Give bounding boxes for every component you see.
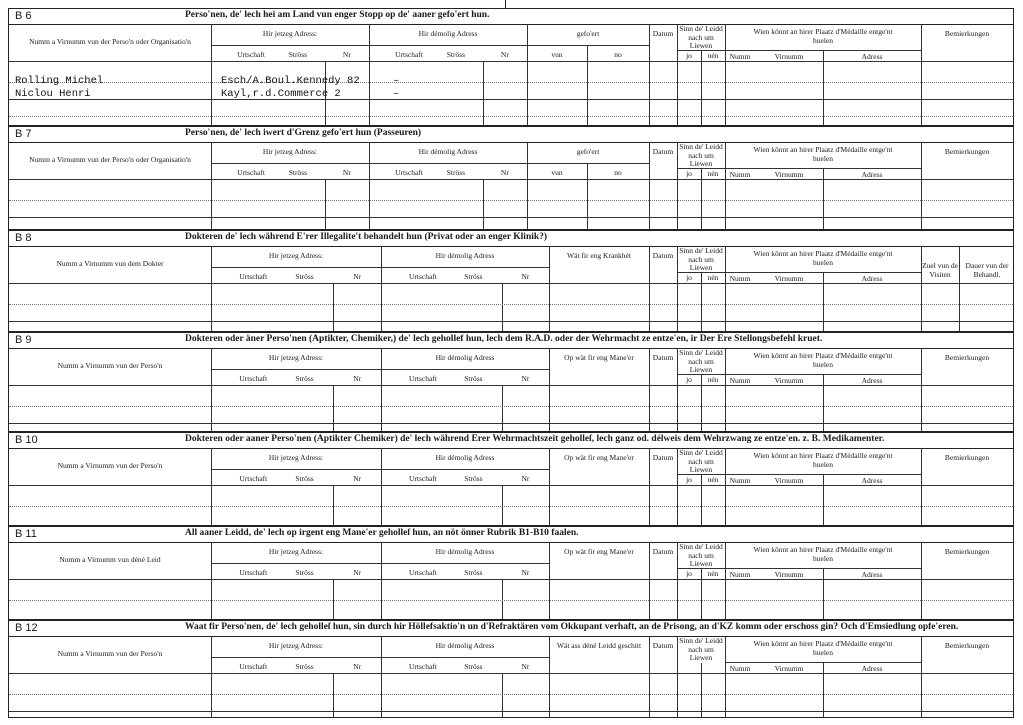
section-b12 — [8, 620, 1014, 718]
dotted-row-rule — [9, 406, 1013, 407]
column-header-remarks: Bemierkungen — [944, 453, 990, 462]
section-code: B 10 — [15, 434, 38, 446]
subheader-from: vun — [551, 50, 563, 59]
column-header-previous-address: Hir démolig Adress — [435, 251, 495, 260]
header-bottom-rule — [9, 673, 1013, 674]
column-header-date: Datum — [652, 29, 674, 38]
column-rule — [527, 24, 528, 125]
column-header-previous-address: Hir démolig Adress — [435, 453, 495, 462]
subheader-street: Ströss — [446, 50, 466, 59]
subheader-no: nén — [707, 51, 719, 60]
row-rule — [9, 711, 1013, 712]
subheader-yes: jo — [686, 273, 692, 282]
column-rule — [677, 24, 678, 125]
subheader-to: no — [614, 50, 622, 59]
column-rule — [333, 283, 334, 331]
section-title: Dokteren de' lech während E'rer Illegalite't behandelt hun (Privat oder an enger Klinik?) — [185, 232, 548, 242]
column-rule — [502, 579, 503, 619]
column-header-medal-recipient: Wien könnt an hirer Plaatz d'Médaille entge'nt huelen — [753, 27, 893, 45]
column-rule — [677, 448, 678, 525]
subheader-medal-name: Numm — [729, 664, 751, 673]
column-rule — [921, 246, 922, 331]
section-b10 — [8, 432, 1014, 526]
column-rule — [211, 24, 212, 125]
dotted-row-rule — [9, 82, 1013, 83]
row-rule — [211, 163, 527, 164]
subheader-medal-firstname: Virnumm — [774, 570, 804, 579]
column-header-name: Numm a Virnumm vun der Perso'n — [57, 461, 163, 470]
section-header — [9, 527, 1013, 543]
subheader-nr: Nr — [353, 374, 362, 383]
subheader-nr: Nr — [521, 662, 530, 671]
column-header-visits: Zuel vun de Visiten — [922, 261, 958, 279]
column-header-current-address: Hir jetzeg Adress: — [262, 29, 318, 38]
dotted-row-rule — [9, 116, 1013, 117]
column-header-name: Numm a Virnumm vun der Perso'n oder Organisatio'n — [29, 155, 191, 164]
section-title: Perso'nen, de' lech hei am Land vun enger Stopp op de' aaner gefo'ert hun. — [185, 10, 490, 20]
column-header-alive: Sinn de' Leidd nach um Liewen — [679, 24, 723, 50]
column-rule — [549, 348, 550, 431]
column-header-name: Numm a Virnumm vun der Perso'n — [57, 649, 163, 658]
subheader-town: Urtschaft — [239, 374, 268, 383]
subheader-yes: jo — [686, 169, 692, 178]
column-header-medal-recipient: Wien könnt an hirer Plaatz d'Médaille entge'nt huelen — [753, 249, 893, 267]
column-header-remarks: Bemierkungen — [944, 353, 990, 362]
subheader-no: nén — [707, 273, 719, 282]
subheader-medal-address: Adress — [861, 376, 883, 385]
column-rule — [333, 385, 334, 431]
column-rule — [725, 246, 726, 331]
column-header-manner: Wät ass déné Leidd geschitt — [556, 641, 642, 650]
subheader-town: Urtschaft — [237, 168, 265, 177]
section-code: B 9 — [15, 334, 32, 346]
subheader-nr: Nr — [342, 168, 351, 177]
column-rule — [549, 542, 550, 619]
subheader-yes: jo — [686, 51, 692, 60]
dotted-row-rule — [9, 200, 1013, 201]
entry-name: Rolling Michel — [15, 75, 104, 87]
column-rule — [725, 636, 726, 717]
column-rule — [483, 179, 484, 229]
subheader-medal-address: Adress — [861, 664, 883, 673]
column-header-medal-recipient: Wien könnt an hirer Plaatz d'Médaille entge'nt huelen — [753, 451, 893, 469]
subheader-medal-address: Adress — [861, 570, 883, 579]
subheader-yes: jo — [686, 569, 692, 578]
subheader-medal-address: Adress — [861, 476, 883, 485]
row-rule — [9, 423, 1013, 424]
column-header-date: Datum — [652, 641, 674, 650]
subheader-nr: Nr — [342, 50, 351, 59]
section-b8 — [8, 230, 1014, 332]
row-rule — [9, 217, 1013, 218]
section-header — [9, 231, 1013, 247]
header-bottom-rule — [9, 61, 1013, 62]
subheader-street: Ströss — [464, 568, 483, 577]
column-header-current-address: Hir jetzeg Adress: — [268, 453, 324, 462]
column-header-duration: Dauer vun der Behandl. — [965, 261, 1009, 279]
column-header-date: Datum — [652, 251, 674, 260]
column-header-previous-address: Hir démolig Adress — [435, 641, 495, 650]
subheader-no: nén — [707, 169, 719, 178]
section-code: B 6 — [15, 10, 32, 22]
row-rule — [9, 99, 1013, 100]
row-rule — [211, 369, 549, 370]
subheader-medal-name: Numm — [729, 170, 751, 179]
column-rule — [502, 385, 503, 431]
subheader-nr: Nr — [353, 474, 362, 483]
column-header-current-address: Hir jetzeg Adress: — [262, 147, 318, 156]
column-header-current-address: Hir jetzeg Adress: — [268, 547, 324, 556]
subheader-town: Urtschaft — [408, 474, 437, 483]
subheader-street: Ströss — [464, 272, 483, 281]
column-header-current-address: Hir jetzeg Adress: — [268, 251, 324, 260]
column-header-previous-address: Hir démolig Adress — [418, 29, 478, 38]
column-rule — [823, 50, 824, 125]
row-rule — [211, 563, 549, 564]
section-header — [9, 333, 1013, 349]
subheader-medal-address: Adress — [861, 52, 883, 61]
column-header-previous-address: Hir démolig Adress — [435, 353, 495, 362]
subheader-medal-address: Adress — [861, 170, 883, 179]
column-header-name: Numm a Virnumm vun dem Dokter — [56, 259, 164, 268]
column-header-medal-recipient: Wien könnt an hirer Plaatz d'Médaille entge'nt huelen — [753, 545, 893, 563]
column-header-alive: Sinn de' Leidd nach um Liewen — [679, 246, 723, 272]
subheader-street: Ströss — [295, 568, 314, 577]
subheader-medal-name: Numm — [729, 274, 751, 283]
column-rule — [701, 169, 702, 229]
subheader-street: Ströss — [464, 662, 483, 671]
subheader-nr: Nr — [521, 272, 530, 281]
subheader-town: Urtschaft — [237, 50, 265, 59]
subheader-street: Ströss — [295, 662, 314, 671]
row-rule — [211, 267, 549, 268]
section-code: B 8 — [15, 232, 32, 244]
entry-previous-address: – — [393, 88, 400, 100]
column-header-transported: gefo'ert — [576, 29, 600, 38]
subheader-street: Ströss — [295, 374, 314, 383]
row-rule — [211, 469, 549, 470]
form-sheet — [8, 8, 1014, 718]
section-title: Dokteren oder äner Perso'nen (Aptikter, Chemiker,) de' lech gehollef hun, lech dem R.A.D. oder der Wehrmacht ze entze'en, ir Der Ere Stellongsbefehl kruet. — [185, 334, 823, 344]
column-header-current-address: Hir jetzeg Adress: — [268, 641, 324, 650]
subheader-medal-name: Numm — [729, 476, 751, 485]
subheader-medal-firstname: Virnumm — [774, 170, 804, 179]
column-rule — [677, 636, 678, 717]
subheader-medal-name: Numm — [729, 570, 751, 579]
section-code: B 7 — [15, 128, 32, 140]
column-rule — [701, 51, 702, 125]
subheader-to: no — [614, 168, 622, 177]
section-b11 — [8, 526, 1014, 620]
entry-current-address: Esch/A.Boul.Kennedy 82 — [221, 75, 360, 87]
column-rule — [725, 142, 726, 229]
subheader-town: Urtschaft — [408, 568, 437, 577]
column-rule — [677, 142, 678, 229]
column-header-remarks: Bemierkungen — [944, 547, 990, 556]
subheader-street: Ströss — [288, 168, 308, 177]
column-header-previous-address: Hir démolig Adress — [435, 547, 495, 556]
header-bottom-rule — [9, 283, 1013, 284]
column-header-manner: Wät fir eng Krankhét — [567, 251, 631, 260]
section-header — [9, 127, 1013, 143]
column-header-manner: Op wät fir eng Mane'er — [564, 453, 634, 462]
subheader-street: Ströss — [288, 50, 308, 59]
subheader-medal-name: Numm — [729, 376, 751, 385]
section-header — [9, 621, 1013, 637]
column-header-alive: Sinn de' Leidd nach um Liewen — [679, 636, 723, 662]
subheader-medal-firstname: Virnumm — [774, 274, 804, 283]
row-rule — [211, 45, 527, 46]
column-header-manner: Op wät fir eng Mane'er — [564, 547, 634, 556]
column-header-current-address: Hir jetzeg Adress: — [268, 353, 324, 362]
section-title: Perso'nen, de' lech iwert d'Grenz gefo'ert hun (Passeuren) — [185, 128, 422, 138]
entry-previous-address: – — [393, 75, 400, 87]
column-rule — [959, 246, 960, 331]
subheader-nr: Nr — [521, 568, 530, 577]
column-header-alive: Sinn de' Leidd nach um Liewen — [679, 448, 723, 474]
column-rule — [549, 448, 550, 525]
entry-current-address: Kayl,r.d.Commerce 2 — [221, 88, 341, 100]
subheader-medal-firstname: Virnumm — [774, 376, 804, 385]
entry-name: Niclou Henri — [15, 88, 91, 100]
subheader-town: Urtschaft — [408, 662, 437, 671]
subheader-yes: jo — [686, 375, 692, 384]
header-bottom-rule — [9, 179, 1013, 180]
subheader-nr: Nr — [500, 50, 509, 59]
subheader-nr: Nr — [500, 168, 509, 177]
subheader-medal-firstname: Virnumm — [774, 664, 804, 673]
section-title: Dokteren oder aaner Perso'nen (Aptikter Chemiker) de' lech während Erer Wehrmachtszeit geholleſ, lech ganz od. délweis dem Wehrzwang ze entze'en. z. B. Medikamenter. — [185, 434, 885, 444]
subheader-street: Ströss — [295, 272, 314, 281]
column-rule — [333, 579, 334, 619]
section-header — [9, 433, 1013, 449]
column-rule — [549, 636, 550, 717]
subheader-town: Urtschaft — [395, 50, 423, 59]
subheader-yes: jo — [686, 475, 692, 484]
subheader-nr: Nr — [353, 272, 362, 281]
column-header-manner: Op wät fir eng Mane'er — [564, 353, 634, 362]
header-bottom-rule — [9, 485, 1013, 486]
section-header — [9, 9, 1013, 25]
column-header-name: Numm a Virnumm vun déné Leid — [59, 555, 161, 564]
dotted-row-rule — [9, 304, 1013, 305]
column-header-alive: Sinn de' Leidd nach um Liewen — [679, 348, 723, 374]
dotted-row-rule — [9, 506, 1013, 507]
column-header-remarks: Bemierkungen — [944, 29, 990, 38]
column-rule — [649, 24, 650, 125]
column-header-transported: gefo'ert — [576, 147, 600, 156]
subheader-medal-firstname: Virnumm — [774, 476, 804, 485]
subheader-street: Ströss — [295, 474, 314, 483]
row-rule — [527, 45, 649, 46]
section-code: B 11 — [15, 528, 37, 540]
column-header-alive: Sinn de' Leidd nach um Liewen — [679, 542, 723, 568]
subheader-no: nén — [707, 569, 719, 578]
dotted-row-rule — [9, 694, 1013, 695]
column-rule — [369, 24, 370, 125]
section-b9 — [8, 332, 1014, 432]
column-rule — [677, 542, 678, 619]
subheader-town: Urtschaft — [239, 272, 268, 281]
column-header-medal-recipient: Wien könnt an hirer Plaatz d'Médaille entge'nt huelen — [753, 145, 893, 163]
column-header-date: Datum — [652, 453, 674, 462]
subheader-street: Ströss — [446, 168, 466, 177]
subheader-town: Urtschaft — [395, 168, 423, 177]
column-header-date: Datum — [652, 547, 674, 556]
subheader-no: nén — [707, 475, 719, 484]
column-rule — [701, 663, 702, 717]
subheader-town: Urtschaft — [239, 568, 268, 577]
column-header-alive: Sinn de' Leidd nach um Liewen — [679, 142, 723, 168]
column-rule — [677, 246, 678, 331]
subheader-medal-firstname: Virnumm — [774, 52, 804, 61]
header-bottom-rule — [9, 385, 1013, 386]
column-header-medal-recipient: Wien könnt an hirer Plaatz d'Médaille entge'nt huelen — [753, 351, 893, 369]
column-rule — [725, 348, 726, 431]
subheader-town: Urtschaft — [408, 374, 437, 383]
subheader-nr: Nr — [521, 474, 530, 483]
column-rule — [333, 485, 334, 525]
column-header-remarks: Bemierkungen — [944, 147, 990, 156]
column-header-medal-recipient: Wien könnt an hirer Plaatz d'Médaille entge'nt huelen — [753, 639, 893, 657]
section-code: B 12 — [15, 622, 38, 634]
subheader-nr: Nr — [353, 662, 362, 671]
column-rule — [549, 246, 550, 331]
column-rule — [677, 348, 678, 431]
column-header-date: Datum — [652, 353, 674, 362]
header-bottom-rule — [9, 579, 1013, 580]
dotted-row-rule — [9, 600, 1013, 601]
row-rule — [211, 657, 549, 658]
subheader-town: Urtschaft — [408, 272, 437, 281]
column-header-name: Numm a Virnumm vun der Perso'n — [57, 361, 163, 370]
subheader-from: vun — [551, 168, 563, 177]
column-header-previous-address: Hir démolig Adress — [418, 147, 478, 156]
column-rule — [921, 24, 922, 125]
subheader-town: Urtschaft — [239, 662, 268, 671]
subheader-street: Ströss — [464, 474, 483, 483]
section-title: Waat fir Perso'nen, de' lech geholleſ hun, sin durch hir Höllefsaktio'n un d'Refraktären vom Okkupant verhaft, an de Prisong, an d'KZ komm oder erschoss gin? Och d'Emsiedlung opfe'eren. — [185, 622, 959, 632]
column-header-remarks: Bemierkungen — [944, 641, 990, 650]
subheader-town: Urtschaft — [239, 474, 268, 483]
subheader-street: Ströss — [464, 374, 483, 383]
column-rule — [725, 448, 726, 525]
subheader-medal-address: Adress — [861, 274, 883, 283]
column-header-name: Numm a Virnumm vun der Perso'n oder Organisatio'n — [29, 37, 191, 46]
row-rule — [527, 163, 649, 164]
column-rule — [502, 485, 503, 525]
subheader-no: nén — [707, 375, 719, 384]
subheader-nr: Nr — [521, 374, 530, 383]
section-b6 — [8, 8, 1014, 126]
section-b7 — [8, 126, 1014, 230]
column-rule — [502, 283, 503, 331]
section-title: All aaner Leidd, de' lech op irgent eng Mane'er geholleſ hun, an nöt önner Rubrik B1-B10 faalen. — [185, 528, 579, 538]
column-header-date: Datum — [652, 147, 674, 156]
subheader-medal-name: Numm — [729, 52, 751, 61]
subheader-nr: Nr — [353, 568, 362, 577]
column-rule — [725, 24, 726, 125]
column-rule — [725, 542, 726, 619]
column-rule — [325, 179, 326, 229]
row-rule — [9, 321, 1013, 322]
